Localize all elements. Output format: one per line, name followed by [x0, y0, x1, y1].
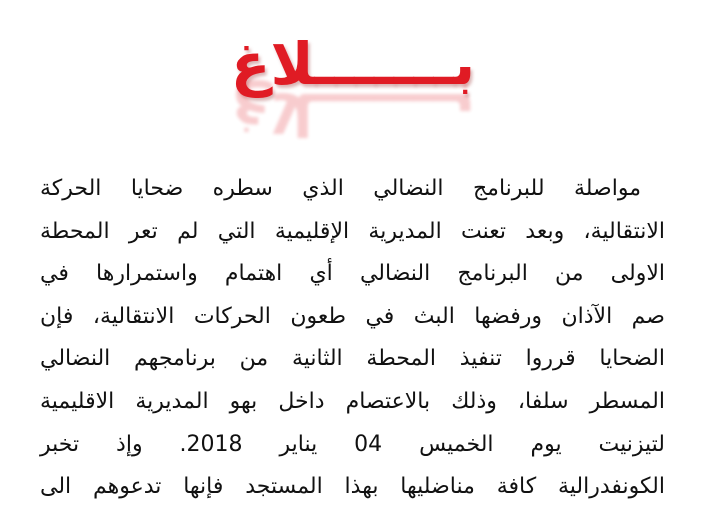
announcement-title: بـــــــلاغ — [230, 30, 476, 98]
body-line: مواصلة للبرنامج النضالي الذي سطره ضحايا الحركة — [40, 176, 641, 201]
body-line: الكونفدرالية كافة مناضليها بهذا المستجد فإنها تدعوهم الى — [40, 474, 665, 500]
body-line: الانتقالية، وبعد تعنت المديرية الإقليمية التي لم تعر المحطة — [40, 218, 665, 244]
title-reflection-text: بـــــــلاغ — [230, 80, 476, 148]
body-line: المسطر سلفا، وذلك بالاعتصام داخل بهو المديرية الاقليمية — [40, 388, 665, 414]
body-line: الضحايا قرروا تنفيذ المحطة الثانية من برنامجهم النضالي — [40, 346, 665, 372]
title-reflection — [0, 76, 706, 148]
body-line: الاولى من البرنامج النضالي أي اهتمام واستمرارها في — [40, 261, 665, 287]
body-line: لتيزنيت يوم الخميس 04 يناير 2018. وإذ تخبر — [40, 431, 666, 457]
announcement-body — [40, 168, 665, 509]
body-line: صم الآذان ورفضها البث في طعون الحركات الانتقالية، فإن — [40, 303, 665, 329]
